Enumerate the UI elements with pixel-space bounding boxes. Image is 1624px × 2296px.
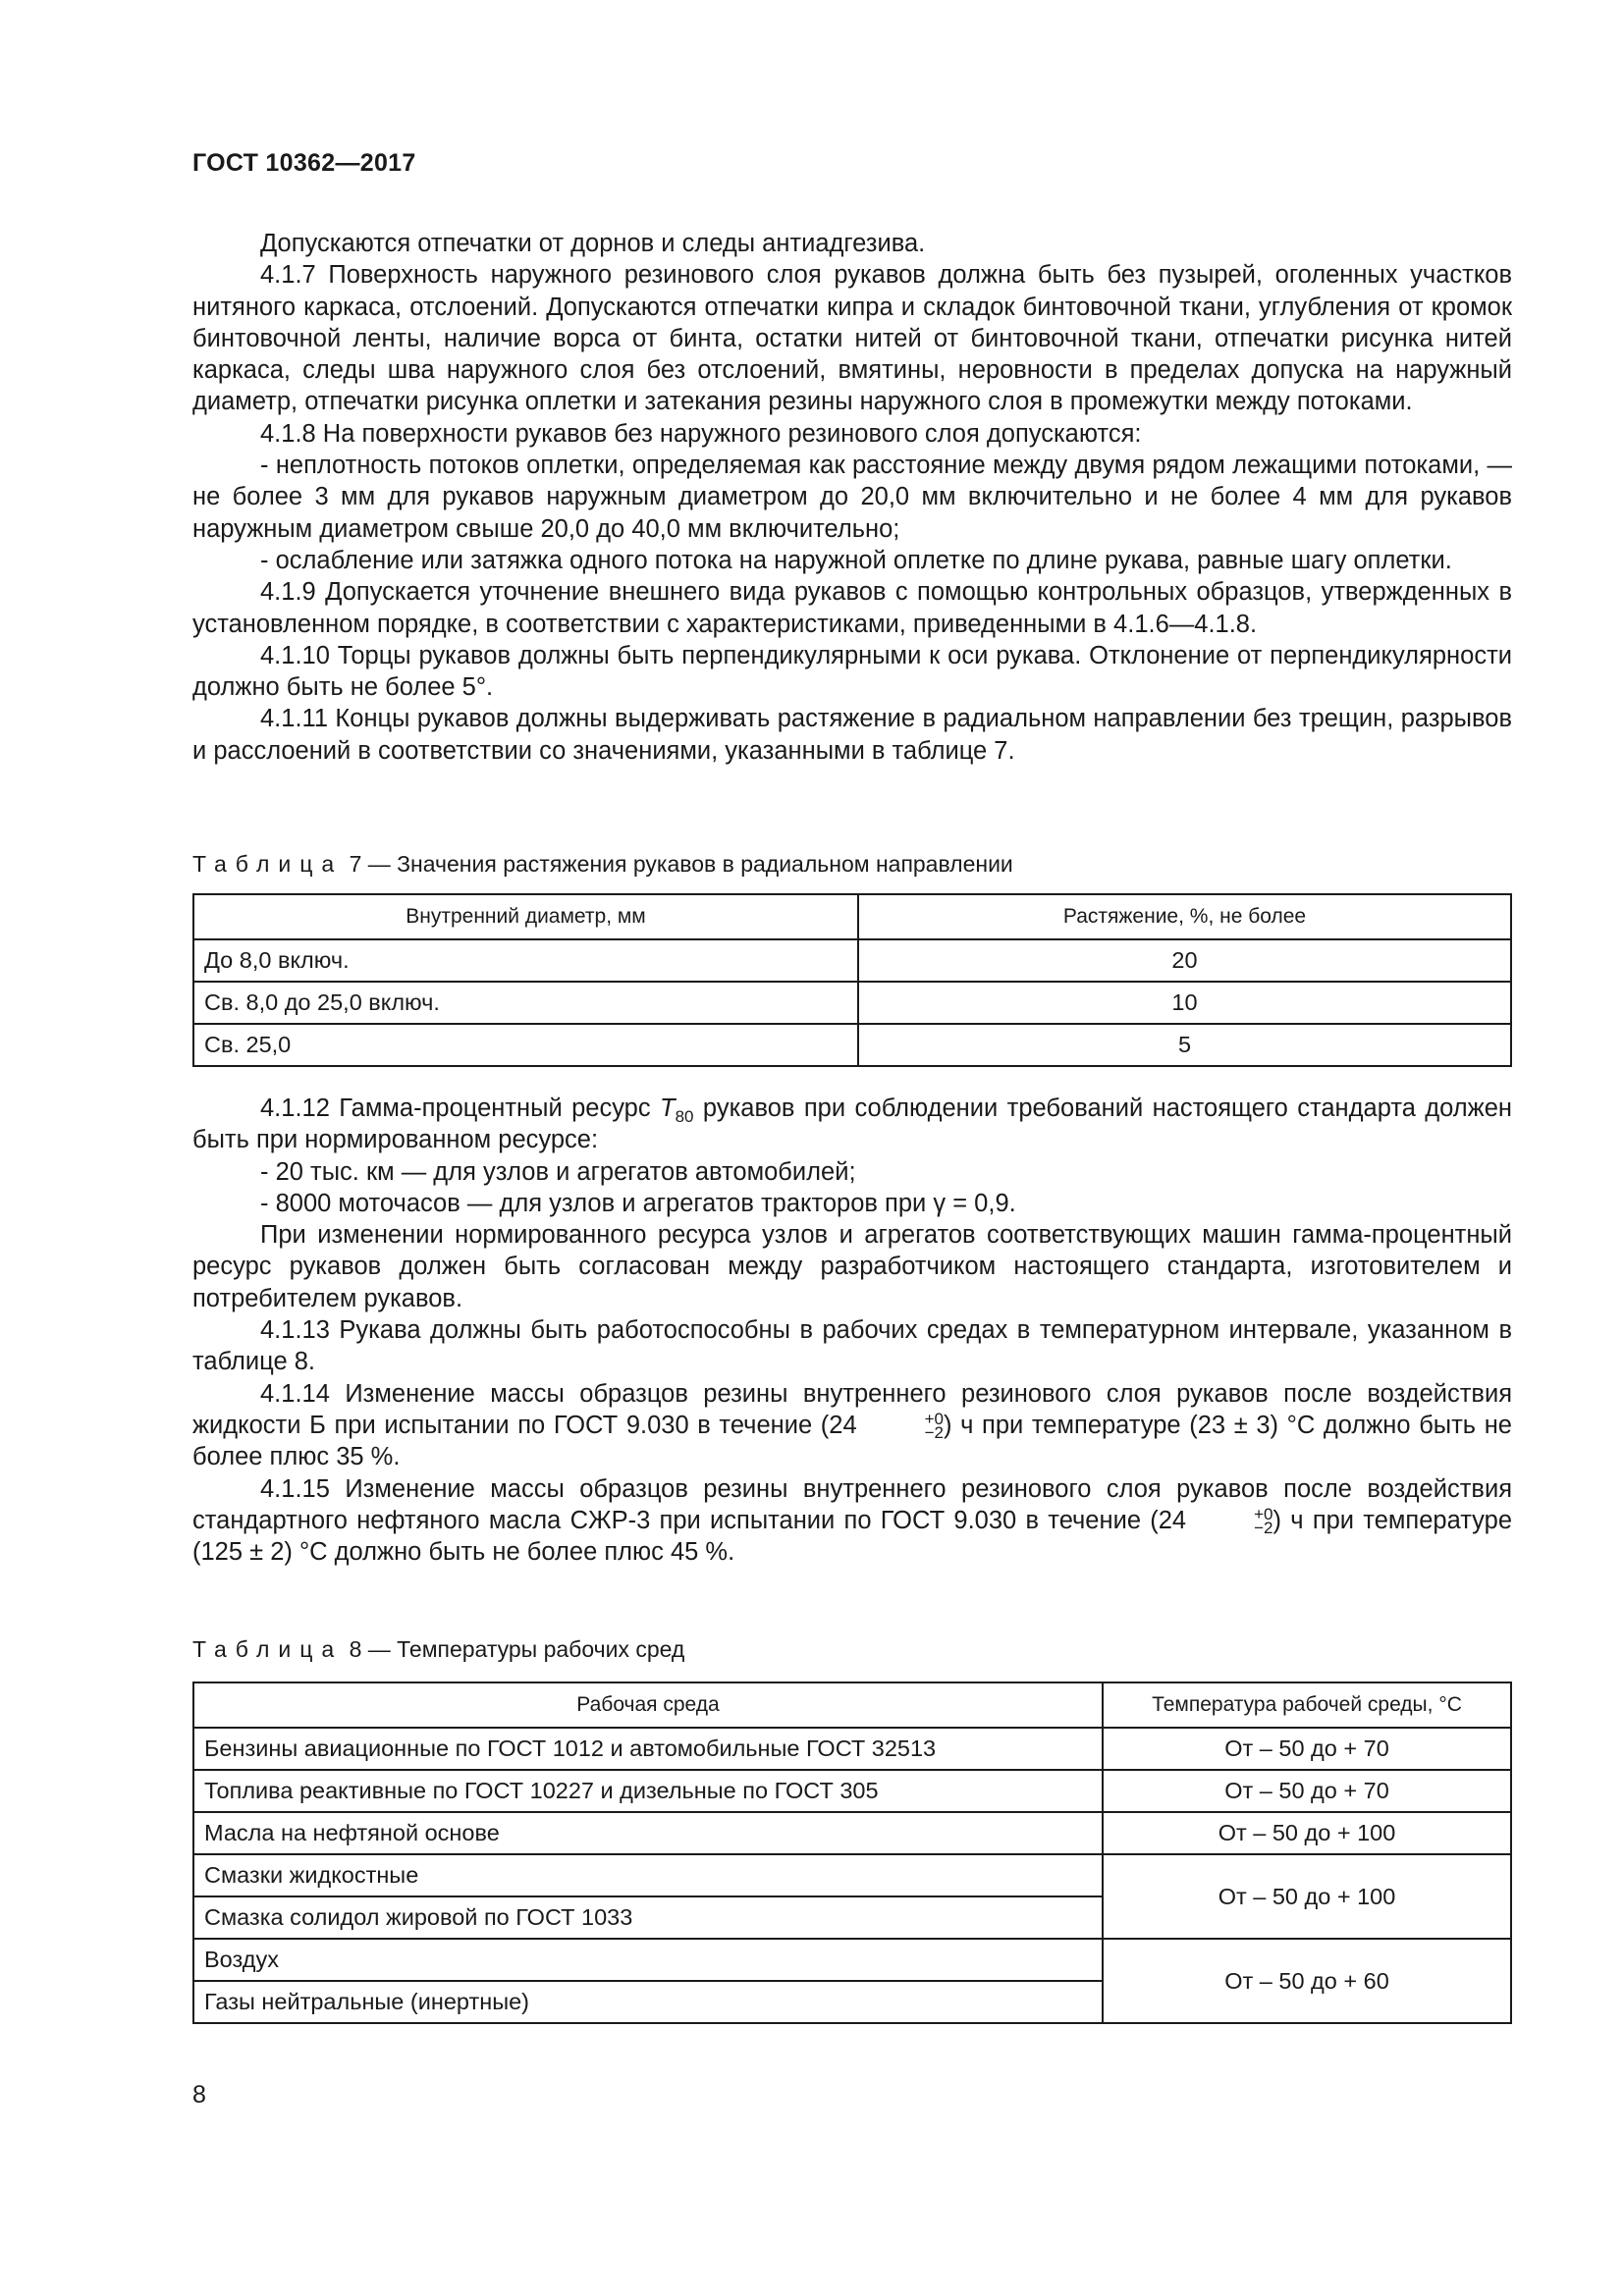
tolerance-upper: +0	[924, 1410, 945, 1429]
table-cell: 20	[858, 939, 1511, 982]
tolerance	[1186, 1505, 1273, 1538]
table-cell: Смазки жидкостные	[193, 1854, 1103, 1896]
tolerance-lower: −2	[924, 1423, 945, 1443]
table-row	[193, 1854, 1511, 1896]
table-header-row	[193, 894, 1511, 939]
table-cell: Газы нейтральные (инертные)	[193, 1981, 1103, 2023]
list-item: - 8000 моточасов — для узлов и агрегатов тракторов при γ = 0,9.	[260, 1189, 1016, 1217]
body-text-top	[192, 228, 1512, 767]
table-row	[193, 982, 1511, 1024]
table-cell: От – 50 до + 100	[1103, 1854, 1511, 1939]
table-row	[193, 1770, 1511, 1812]
page-number: 8	[192, 2081, 206, 2109]
table-header-cell: Внутренний диаметр, мм	[193, 894, 858, 939]
paragraph-4-1-11: 4.1.11 Концы рукавов должны выдерживать растяжение в радиальном направлении без трещин, разрывов и расслоений в соответствии со значениями, указанными в таблице 7.	[192, 705, 1512, 765]
table-cell: Св. 8,0 до 25,0 включ.	[193, 982, 858, 1024]
tolerance-upper: +0	[1254, 1505, 1273, 1524]
table7-caption	[192, 849, 1013, 879]
table-header-cell: Температура рабочей среды, °С	[1103, 1682, 1511, 1728]
table-caption-text: 8 — Температуры рабочих сред	[349, 1636, 685, 1662]
paragraph-4-1-10: 4.1.10 Торцы рукавов должны быть перпендикулярными к оси рукава. Отклонение от перпендикулярности должно быть не более 5°.	[192, 641, 1512, 702]
table-cell: От – 50 до + 70	[1103, 1770, 1511, 1812]
table-cell: От – 50 до + 70	[1103, 1728, 1511, 1770]
table-header-cell: Рабочая среда	[193, 1682, 1103, 1728]
paragraph-4-1-13: 4.1.13 Рукава должны быть работоспособны в рабочих средах в температурном интервале, указанном в таблице 8.	[192, 1316, 1512, 1376]
body-text-bottom	[192, 1093, 1512, 1568]
table-7	[192, 893, 1512, 1067]
table-cell: Воздух	[193, 1939, 1103, 1981]
table-cell: От – 50 до + 100	[1103, 1812, 1511, 1854]
paragraph-4-1-9: 4.1.9 Допускается уточнение внешнего вида рукавов с помощью контрольных образцов, утвержденных в установленном порядке, в соответствии с характеристиками, приведенными в 4.1.6—4.1.8.	[192, 578, 1512, 638]
paragraph-4-1-14	[192, 1378, 1512, 1473]
table-cell: Смазка солидол жировой по ГОСТ 1033	[193, 1896, 1103, 1939]
paragraph-list-item: - ослабление или затяжка одного потока на наружной оплетке по длине рукава, равные шагу оплетки.	[260, 546, 1452, 574]
text-run: рукавов при соблюдении требований настоящего стандарта должен быть при нормированном ресурсе:	[192, 1095, 1513, 1154]
paragraph-4-1-8: 4.1.8 На поверхности рукавов без наружного резинового слоя допускаются:	[260, 419, 1142, 448]
table-header-row	[193, 1682, 1511, 1728]
paragraph: При изменении нормированного ресурса узлов и агрегатов соответствующих машин гамма-процентный ресурс рукавов должен быть согласован между разработчиком настоящего стандарта, изготовителем и потребителем рукавов.	[192, 1221, 1512, 1312]
table-cell: 10	[858, 982, 1511, 1024]
table-caption-label: Таблица	[192, 851, 344, 877]
table-cell: Масла на нефтяной основе	[193, 1812, 1103, 1854]
tolerance	[857, 1410, 945, 1443]
table-row	[193, 1728, 1511, 1770]
table-cell: Св. 25,0	[193, 1024, 858, 1066]
table-cell: Бензины авиационные по ГОСТ 1012 и автомобильные ГОСТ 32513	[193, 1728, 1103, 1770]
table-caption-text: 7 — Значения растяжения рукавов в радиальном направлении	[349, 851, 1013, 877]
paragraph-list-item: - неплотность потоков оплетки, определяемая как расстояние между двумя рядом лежащими потоками, — не более 3 мм для рукавов наружным диаметром до 20,0 мм включительно и не более 4 мм для рукавов наружным диаметром свыше 20,0 до 40,0 мм включительно;	[192, 452, 1512, 543]
paragraph: Допускаются отпечатки от дорнов и следы антиадгезива.	[260, 230, 926, 257]
text-run: ) ч при температуре (23 ± 3) °С должно быть не более плюс 35 %.	[192, 1411, 1512, 1471]
subscript: 80	[675, 1107, 694, 1127]
table-cell: 5	[858, 1024, 1511, 1066]
table-cell: Топлива реактивные по ГОСТ 10227 и дизельные по ГОСТ 305	[193, 1770, 1103, 1812]
table-row	[193, 1939, 1511, 1981]
table-row	[193, 939, 1511, 982]
tolerance-lower: −2	[1254, 1519, 1273, 1538]
symbol-T: T	[660, 1095, 676, 1122]
table-row	[193, 1024, 1511, 1066]
paragraph-4-1-15	[192, 1473, 1512, 1569]
paragraph-4-1-7: 4.1.7 Поверхность наружного резинового слоя рукавов должна быть без пузырей, оголенных участков нитяного каркаса, отслоений. Допускаются отпечатки кипра и складок бинтовочной ткани, углубления от кромок бинтовочной ленты, наличие ворса от бинта, остатки нитей от бинтовочной ткани, отпечатки рисунка нитей каркаса, следы шва наружного слоя без отслоений, вмятины, неровности в пределах допуска на наружный диаметр, отпечатки рисунка оплетки и затекания резины наружного слоя в промежутки между потоками.	[192, 261, 1512, 416]
text-run: 4.1.15 Изменение массы образцов резины внутреннего резинового слоя рукавов после воздействия стандартного нефтяного масла СЖР-3 при испытании по ГОСТ 9.030 в течение (24	[192, 1474, 1512, 1534]
text-run: 4.1.12 Гамма-процентный ресурс	[260, 1095, 661, 1122]
document-header: ГОСТ 10362—2017	[192, 149, 416, 177]
text-run: 4.1.14 Изменение массы образцов резины внутреннего резинового слоя рукавов после воздействия жидкости Б при испытании по ГОСТ 9.030 в течение (24	[192, 1379, 1512, 1439]
table-8	[192, 1682, 1512, 2024]
table-cell: От – 50 до + 60	[1103, 1939, 1511, 2023]
table8-caption	[192, 1634, 684, 1664]
text-run: ) ч при температуре (125 ± 2) °С должно быть не более плюс 45 %.	[192, 1506, 1512, 1567]
table-header-cell: Растяжение, %, не более	[858, 894, 1511, 939]
paragraph-4-1-12	[192, 1093, 1512, 1156]
table-caption-label: Таблица	[192, 1636, 344, 1662]
table-row	[193, 1812, 1511, 1854]
table-cell: До 8,0 включ.	[193, 939, 858, 982]
list-item: - 20 тыс. км — для узлов и агрегатов автомобилей;	[260, 1157, 856, 1186]
